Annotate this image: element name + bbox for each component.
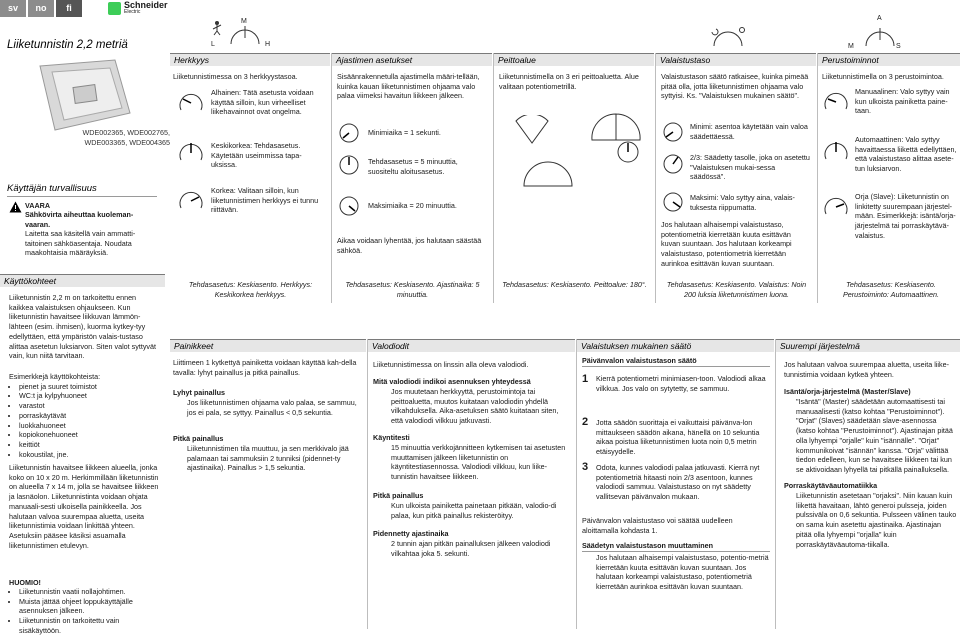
coverage-180-icon bbox=[522, 160, 574, 188]
leds-answer: Jos muutetaan herkkyyttä, perustoimintoja tai peittoaluetta, muutos kuitataan valodiodin yhdellä vilkahduksella. Aika-asetuksen säätö kuitataan siten, että valodiodi vilkkuu jatkuvasti. bbox=[391, 387, 559, 426]
dial-label-m: M bbox=[241, 18, 247, 25]
lux-header-icon bbox=[708, 24, 748, 50]
coverage-90-icon bbox=[512, 115, 552, 145]
function-dial-icon bbox=[862, 22, 898, 50]
section-title-buttons: Painikkeet bbox=[174, 341, 214, 351]
lux-adjust-sub: Päivänvalon valaistustason säätö bbox=[582, 356, 697, 365]
sensitivity-intro: Liiketunnistimessa on 3 herkkyystasoa. bbox=[173, 72, 298, 81]
dial-label-a: A bbox=[877, 15, 882, 22]
warning-subtitle: Sähkövirta aiheuttaa kuoleman-vaaran. bbox=[25, 210, 134, 229]
timer-default-note: Tehdasasetus: Keskiasento. Ajastinaika: 5 minuuttia. bbox=[345, 280, 480, 299]
timer-max-dial bbox=[338, 195, 360, 217]
step-number: 1 bbox=[582, 373, 589, 385]
list-item: • varastot bbox=[19, 401, 159, 411]
leds-question: Mitä valodiodi indikoi asennuksen yhteydessä bbox=[373, 377, 531, 386]
list-item: • keittiöt bbox=[19, 440, 159, 450]
list-item: • kokoustilat, jne. bbox=[19, 450, 159, 460]
system-intro: Jos halutaan valvoa suurempaa aluetta, useita liike-tunnistimia voidaan kytkeä yhteen. bbox=[784, 360, 950, 379]
list-item: • porraskäytävät bbox=[19, 411, 159, 421]
section-title-lux: Valaistustaso bbox=[660, 55, 711, 65]
mini-dial-high bbox=[176, 183, 206, 216]
usage-paragraph-2: Liiketunnistin havaitsee liikkeen alueella, jonka koko on 10 x 20 m. Herkimmillään liiketunnistin on alueella 7 x 14 m, jolla se havaitsee liikkeen ja lasnäolon. Liiketunnistinta voidaan ohjata manuaali-sesti ulkoisella painikkeella. Jos halutaan valvoa suurempaa aluetta, useita liiketunnistimia voidaan linkittää yhteen. Asetuksiin pääsee käsiksi asuamalla liiketunnistimen etulevyn. bbox=[9, 463, 159, 550]
dial-label-h: H bbox=[265, 41, 271, 48]
function-slave-dial bbox=[822, 190, 850, 218]
brand-logo bbox=[108, 1, 168, 15]
short-press-text: Jos liiketunnistimen ohjaama valo palaa, se sammuu, jos ei pala, se syttyy. Painallus < 0,5 sekuntia. bbox=[187, 398, 357, 417]
functions-default: Tehdasasetus: Keskiasento. Perustoiminto: Automaattinen. bbox=[842, 280, 940, 299]
coverage-default: Tehdasasetus: Keskiasento. Peittoalue: 180°. bbox=[502, 280, 647, 289]
lux-outro: Jos halutaan alhaisempi valaistustaso, potentiometriä kierretään kuuta esittävän kuvan suuntaan. Jos halutaan korkeampi valaistustaso, potentiometriä kierretään aurinkoa esittävän kuvan suuntaan. bbox=[661, 220, 792, 268]
buttons-intro: Liittimeen 1 kytkettyä painiketta voidaan käyttää kah-della tavalla: lyhyt painallus ja pitkä painallus. bbox=[173, 358, 357, 377]
master-slave-title: Isäntä/orja-järjestelmä (Master/Slave) bbox=[784, 387, 911, 396]
timer-default: Tehdasasetus = 5 minuuttia, suositeltu aloitusasetus. bbox=[368, 157, 458, 176]
note-title: HUOMIO! bbox=[9, 578, 41, 587]
step-number: 3 bbox=[582, 461, 589, 473]
function-auto: Automaattinen: Valo syttyy havaittaessa liikettä edellyttäen, että valaistustaso alittaa asete-tun luksiarvon. bbox=[855, 135, 957, 174]
long-press-title: Pitkä painallus bbox=[173, 434, 224, 443]
warning-title: VAARA bbox=[25, 201, 51, 210]
lang-tab-no[interactable]: no bbox=[28, 0, 54, 17]
lux-intro: Valaistustason säätö ratkaisee, kuinka pimeää pitää olla, jotta liiketunnistimen ohjaama valo syttyisi. Ks. "Valaistuksen mukainen säätö". bbox=[661, 72, 809, 101]
logo-icon bbox=[108, 2, 121, 15]
lux-step-1: Kierrä potentiometri minimiasen-toon. Valodiodi alkaa vilkkua. Jos valo on sytytetty, se sammuu. bbox=[596, 374, 766, 393]
lux-max: Maksimi: Valo syttyy aina, valais-tuksesta riippumatta. bbox=[690, 193, 795, 212]
timer-min-dial bbox=[338, 122, 360, 144]
brand-sub: Electric bbox=[124, 9, 141, 15]
short-press-title: Lyhyt painallus bbox=[173, 388, 226, 397]
led-long-press-title: Pitkä painallus bbox=[373, 491, 424, 500]
extended-timer-text: 2 tunnin ajan pitkän painalluksen jälkeen valodiodi vilkahtaa joka 5. sekunti. bbox=[391, 539, 551, 558]
timer-outro: Aikaa voidaan lyhentää, jos halutaan säästää sähköä. bbox=[337, 236, 482, 255]
extended-timer-title: Pidennetty ajastinaika bbox=[373, 529, 449, 538]
lux-23-dial bbox=[661, 152, 685, 176]
lux-change-sub: Säädetyn valaistustason muuttaminen bbox=[582, 541, 714, 550]
function-manual: Manuaalinen: Valo syttyy vain kun ulkoista painiketta paine-taan. bbox=[855, 87, 950, 116]
led-long-press-text: Kun ulkoista painiketta painetaan pitkään, valodio-di palaa, kun pitkä painallus rekisteröityy. bbox=[391, 501, 557, 520]
lux-step-3: Odota, kunnes valodiodi palaa jatkuvasti. Kierrä nyt potentiometriä hitaasti noin 2/3 asentoon, kunnes valodiodi sammuu. Valaistustaso on nyt säädetty vallitsevan päivänvalon mukaan. bbox=[596, 463, 760, 502]
lang-tab-sv[interactable]: sv bbox=[0, 0, 26, 17]
mini-dial-low bbox=[176, 85, 206, 117]
section-title-leds: Valodiodit bbox=[372, 341, 410, 351]
mini-dial-mid bbox=[176, 135, 206, 168]
sensitivity-high: Korkea: Valitaan silloin, kun liiketunnistimen herkkyys ei tunnu riittävän. bbox=[211, 186, 319, 215]
list-item: • luokkahuoneet bbox=[19, 421, 159, 431]
section-title-timer: Ajastimen asetukset bbox=[336, 55, 413, 65]
dial-label-s: S bbox=[896, 43, 901, 50]
sensitivity-low: Alhainen: Tätä asetusta voidaan käyttää silloin, kun virheelliset liikehavainnot ovat ongelma. bbox=[211, 88, 314, 117]
warning-icon bbox=[9, 201, 22, 213]
brand-name: Schneider bbox=[124, 0, 168, 10]
lux-default: Tehdasasetus: Keskiasento. Valaistus: Noin 200 luksia liiketunnistimen luona. bbox=[666, 280, 807, 299]
page-title: Liiketunnistin 2,2 metriä bbox=[7, 39, 128, 51]
product-code-2: WDE003365, WDE004365 bbox=[84, 137, 170, 147]
long-press-text: Liiketunnistimen tila muuttuu, ja sen merkkivalo jää palamaan tai sammuksiin 2 tunniksi (pidennet-ty ajastinaika). Painallus > 1,5 sekuntia. bbox=[187, 444, 349, 473]
timer-max: Maksimiaika = 20 minuuttia. bbox=[368, 201, 457, 210]
section-title-functions: Perustoiminnot bbox=[822, 55, 879, 65]
lang-tab-fi[interactable]: fi bbox=[56, 0, 82, 17]
stairway-title: Porraskäytäväautomatiikka bbox=[784, 481, 878, 490]
functions-intro: Liiketunnistimella on 3 perustoimintoa. bbox=[822, 72, 944, 81]
lux-step-2: Jotta säädön suorittaja ei vaikuttaisi päivänva-lon mittaukseen säädön aikana, hänellä on 10 sekuntia aikaa poistua liiketunnistimen luota noin 0,5 metrin etäisyydelle. bbox=[596, 418, 760, 457]
usage-heading: Käyttökohteet bbox=[4, 276, 56, 286]
section-title-lux-adjust: Valaistuksen mukainen säätö bbox=[581, 341, 692, 351]
usage-list bbox=[9, 382, 159, 460]
stairway-text: Liiketunnistin asetetaan "orjaksi". Niin kauan kuin liikettä havaitaan, lähtö generoi pulsseja, joiden pulssiväla on 0,6 sekuntia. Pulsseen välinen tauko on sama kuin asetettu ajastinaika. Ajastinajan pitää olla lyhyempi "orjalla" kuin porraskäytäväautoma-tiikalla. bbox=[796, 491, 957, 549]
sensitivity-mid: Keskikorkea: Tehdasasetus. Käytetään useimmissa tapa-uksissa. bbox=[211, 141, 302, 170]
usage-list-intro: Esimerkkejä käyttökohteista: bbox=[9, 372, 101, 381]
coverage-intro: Liiketunnistimella on 3 eri peittoaluetta. Alue valitaan potentiometrillä. bbox=[499, 72, 639, 91]
function-manual-dial bbox=[822, 85, 850, 113]
person-icon bbox=[210, 20, 224, 36]
list-item: • Muista jättää ohjeet loppukäyttäjälle asennuksen jälkeen. bbox=[19, 597, 159, 616]
lux-min-dial bbox=[661, 120, 685, 144]
timer-intro: Sisäänrakennetulla ajastimella määri-tellään, kuinka kauan liiketunnistimen ohjaama valo palaa viimeksi havaitun liikkeen jälkeen. bbox=[337, 72, 480, 101]
section-title-system: Suurempi järjestelmä bbox=[780, 341, 860, 351]
timer-min: Minimiaika = 1 sekunti. bbox=[368, 128, 441, 137]
list-item: • pienet ja suuret toimistot bbox=[19, 382, 159, 392]
list-item: • Liiketunnistin on tarkoitettu vain sisäkäyttöön. bbox=[19, 616, 159, 635]
master-slave-text: "Isäntä" (Master) säädetään automaattisesti tai manuaalisesti (katso kohtaa "Perustoiminnot"). "Orjat" (Slaves) säädetään slave-asennossa (katso kohtaa "Perustoiminnot"). Ajastinajan pitää olla lyhyempi "orjalle" kuin "isännälle". "Orjat" kommunikoivat "isännän" kanssa. "Orja" välittää tiedon edelleen, kun se havaitsee liikkeen tai kun se aktivoidaan lyhyellä tai pitkällä painalluksella. bbox=[796, 397, 953, 475]
walk-test-title: Käyntitesti bbox=[373, 433, 410, 442]
lux-min: Minimi: asentoa käytetään vain valoa säädettäessä. bbox=[690, 122, 808, 141]
lux-max-dial bbox=[661, 190, 685, 214]
walk-test-text: 15 minuuttia verkkojännitteen kytkemisen tai asetusten muuttamisen jälkeen liiketunnistin on käyntitestiasennossa. Valodiodi vilkkuu, kun liike-tunnistin havaitsee liikkeen. bbox=[391, 443, 566, 482]
lux-after: Päivänvalon valaistustaso voi säätää uudelleen aloittamalla kohdasta 1. bbox=[582, 516, 733, 535]
usage-paragraph: Liiketunnistin 2,2 m on tarkoitettu ennen kaikkea valaistuksen ohjaukseen. Kun liiketunnistin havaitsee liikkuvan lämmön-lähteen (esim. ihmisen), kuorma kytkey-tyy edellyttäen, että ympäristön valais-tustaso alittaa asetetun luksiarvon. Siten valot syttyvät vain, kun niitä tarvitaan. bbox=[9, 293, 157, 361]
list-item: • kopiokonehuoneet bbox=[19, 430, 159, 440]
safety-heading: Käyttäjän turvallisuus bbox=[7, 183, 97, 194]
warning-text: Laitetta saa käsitellä vain ammatti-taitoinen sähköasentaja. Noudata maakohtaisia määräyksiä. bbox=[25, 229, 136, 258]
note-list bbox=[9, 587, 159, 636]
timer-default-dial bbox=[338, 154, 360, 176]
section-title-coverage: Peittoalue bbox=[498, 55, 536, 65]
leds-intro: Liiketunnistimessa on linssin alla oleva valodiodi. bbox=[373, 360, 529, 369]
section-title-sensitivity: Herkkyys bbox=[174, 55, 209, 65]
function-slave: Orja (Slave): Liiketunnistin on linkitetty suurempaan järjestel-mään. Esimerkkejä: isäntä/orja-järjestelmä tai porraskäytävä-valaistus. bbox=[855, 192, 956, 240]
device-image bbox=[30, 58, 140, 133]
product-code-1: WDE002365, WDE002765, bbox=[82, 128, 170, 137]
lux-change-text: Jos halutaan alhaisempi valaistustaso, potentio-metriä kierretään kuuta esittävän kuvan suuntaan. Jos halutaan korkeampi valaistustaso, potentiometriä kierretään aurinkoa esittävän kuvan suuntaan. bbox=[596, 553, 769, 592]
list-item: • Liiketunnistin vaatii nollajohtimen. bbox=[19, 587, 159, 597]
step-number: 2 bbox=[582, 416, 589, 428]
dial-label-l: L bbox=[211, 41, 215, 48]
coverage-half-icon bbox=[590, 112, 642, 142]
list-item: • WC:t ja kylpyhuoneet bbox=[19, 391, 159, 401]
dial-label-m2: M bbox=[848, 43, 854, 50]
coverage-dial bbox=[616, 140, 640, 164]
sensitivity-default: Tehdasasetus: Keskiasento. Herkkyys: Keskikorkea herkkyys. bbox=[188, 280, 313, 299]
lux-23: 2/3: Säädetty tasolle, joka on asetettu "Valaistuksen mukai-sessa säädössä". bbox=[690, 153, 810, 182]
function-auto-dial bbox=[822, 135, 850, 163]
